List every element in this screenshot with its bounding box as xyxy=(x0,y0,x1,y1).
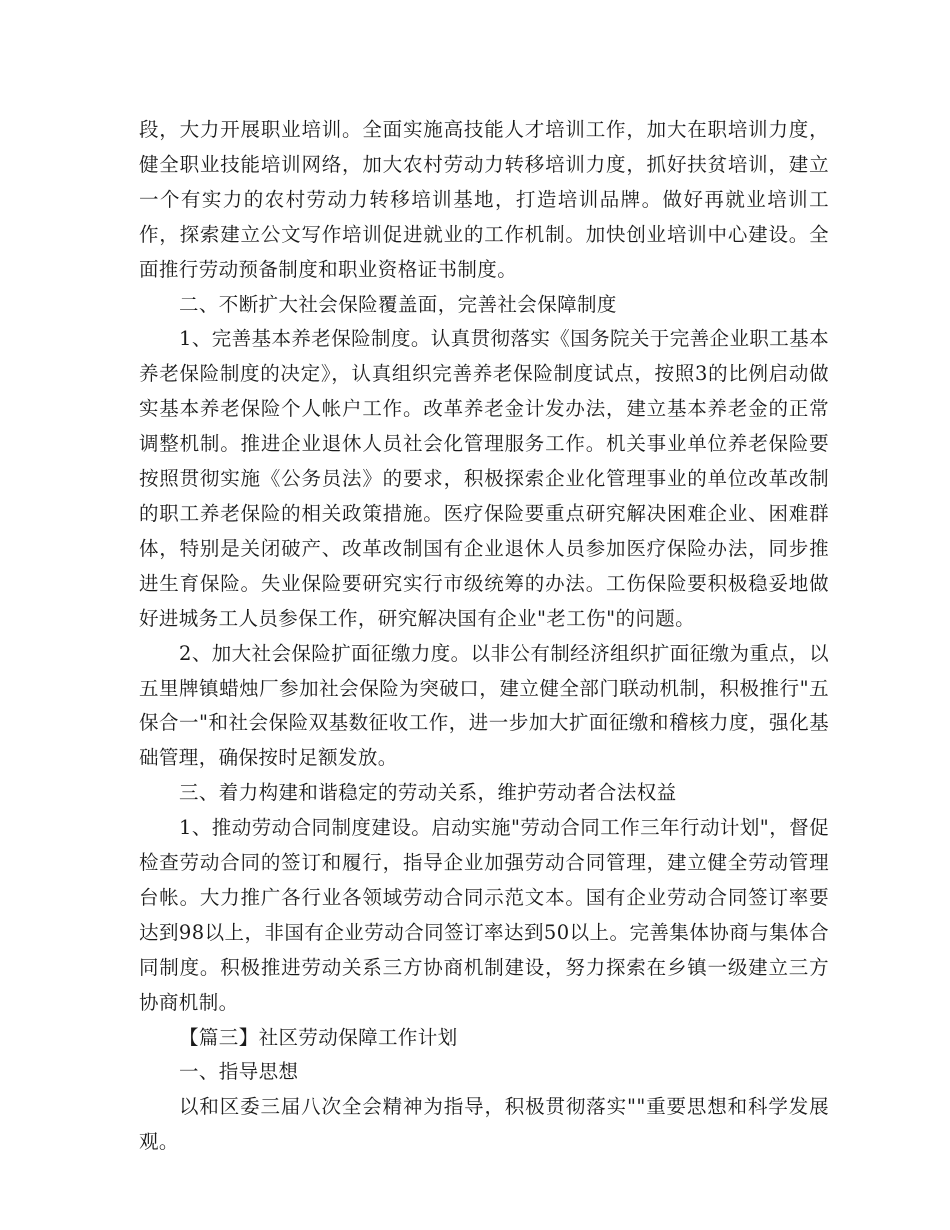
paragraph-insurance-collection: 2、加大社会保险扩面征缴力度。以非公有制经济组织扩面征缴为重点，以五里牌镇蜡烛厂参加社会保险为突破口，建立健全部门联动机制，积极推行"五保合一"和社会保险双基数征收工作，进一步加大扩面征缴和稽核力度，强化基础管理，确保按时足额发放。 xyxy=(139,641,829,770)
heading-social-insurance: 二、不断扩大社会保险覆盖面，完善社会保障制度 xyxy=(179,292,617,316)
paragraph-training-continuation: 段，大力开展职业培训。全面实施高技能人才培训工作，加大在职培训力度，健全职业技能培训网络，加大农村劳动力转移培训力度，抓好扶贫培训，建立一个有实力的农村劳动力转移培训基地，打造培训品牌。做好再就业培训工作，探索建立公文写作培训促进就业的工作机制。加快创业培训中心建设。全面推行劳动预备制度和职业资格证书制度。 xyxy=(139,118,829,281)
paragraph-pension-insurance: 1、完善基本养老保险制度。认真贯彻落实《国务院关于完善企业职工基本养老保险制度的决定》，认真组织完善养老保险制度试点，按照3的比例启动做实基本养老保险个人帐户工作。改革养老金计发办法，建立基本养老金的正常调整机制。推进企业退休人员社会化管理服务工作。机关事业单位养老保险要按照贯彻实施《公务员法》的要求，积极探索企业化管理事业的单位改革改制的职工养老保险的相关政策措施。医疗保险要重点研究解决困难企业、困难群体，特别是关闭破产、改革改制国有企业退休人员参加医疗保险办法，同步推进生育保险。失业保险要研究实行市级统筹的办法。工伤保险要积极稳妥地做好进城务工人员参保工作，研究解决国有企业"老工伤"的问题。 xyxy=(139,327,829,630)
paragraph-guiding-ideology: 以和区委三届八次全会精神为指导，积极贯彻落实""重要思想和科学发展观。 xyxy=(139,1095,829,1154)
heading-part-three: 【篇三】社区劳动保障工作计划 xyxy=(179,1025,458,1049)
heading-guiding-ideology: 一、指导思想 xyxy=(179,1060,299,1084)
document-body xyxy=(139,113,829,1160)
paragraph-labor-contracts: 1、推动劳动合同制度建设。启动实施"劳动合同工作三年行动计划"，督促检查劳动合同的签订和履行，指导企业加强劳动合同管理，建立健全劳动管理台帐。大力推广各行业各领域劳动合同示范文本。国有企业劳动合同签订率要达到98以上，非国有企业劳动合同签订率达到50以上。完善集体协商与集体合同制度。积极推进劳动关系三方协商机制建设，努力探索在乡镇一级建立三方协商机制。 xyxy=(139,816,829,1014)
heading-labor-relations: 三、着力构建和谐稳定的劳动关系，维护劳动者合法权益 xyxy=(179,781,677,805)
